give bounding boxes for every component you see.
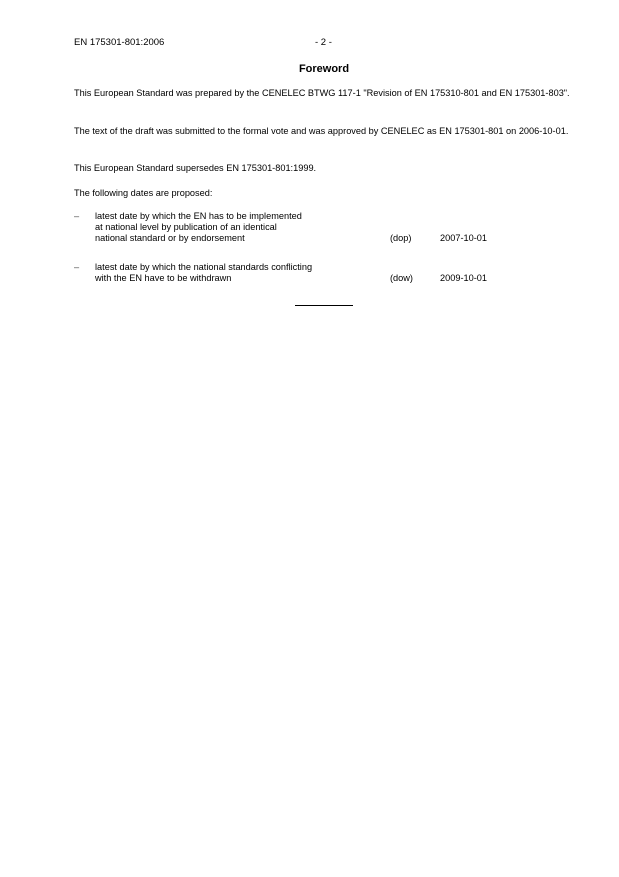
description-line: with the EN have to be withdrawn	[95, 273, 232, 283]
page-number: - 2 -	[315, 37, 332, 48]
date-value: 2009-10-01	[440, 273, 487, 283]
description-line: latest date by which the EN has to be implemented	[95, 211, 302, 221]
date-abbreviation: (dow)	[390, 273, 413, 283]
date-value: 2007-10-01	[440, 233, 487, 243]
description-line: national standard or by endorsement	[95, 233, 245, 243]
date-abbreviation: (dop)	[390, 233, 412, 243]
paragraph-supersedes: This European Standard supersedes EN 175301-801:1999.	[74, 163, 317, 173]
description-line: latest date by which the national standards conflicting	[95, 262, 313, 272]
date-item-description	[95, 262, 385, 284]
date-item-description	[95, 211, 385, 244]
paragraph-approval: The text of the draft was submitted to the formal vote and was approved by CENELEC as EN 175301-801 on 2006-10-01.	[74, 126, 569, 136]
end-rule	[295, 305, 353, 306]
dash-bullet: –	[74, 211, 80, 221]
dash-bullet: –	[74, 262, 80, 272]
document-id: EN 175301-801:2006	[74, 37, 165, 48]
section-title: Foreword	[298, 63, 350, 75]
description-line: at national level by publication of an identical	[95, 222, 277, 232]
paragraph-prepared-by: This European Standard was prepared by the CENELEC BTWG 117-1 "Revision of EN 175310-801 and EN 175301-803".	[74, 88, 570, 98]
paragraph-dates-intro: The following dates are proposed:	[74, 188, 213, 198]
